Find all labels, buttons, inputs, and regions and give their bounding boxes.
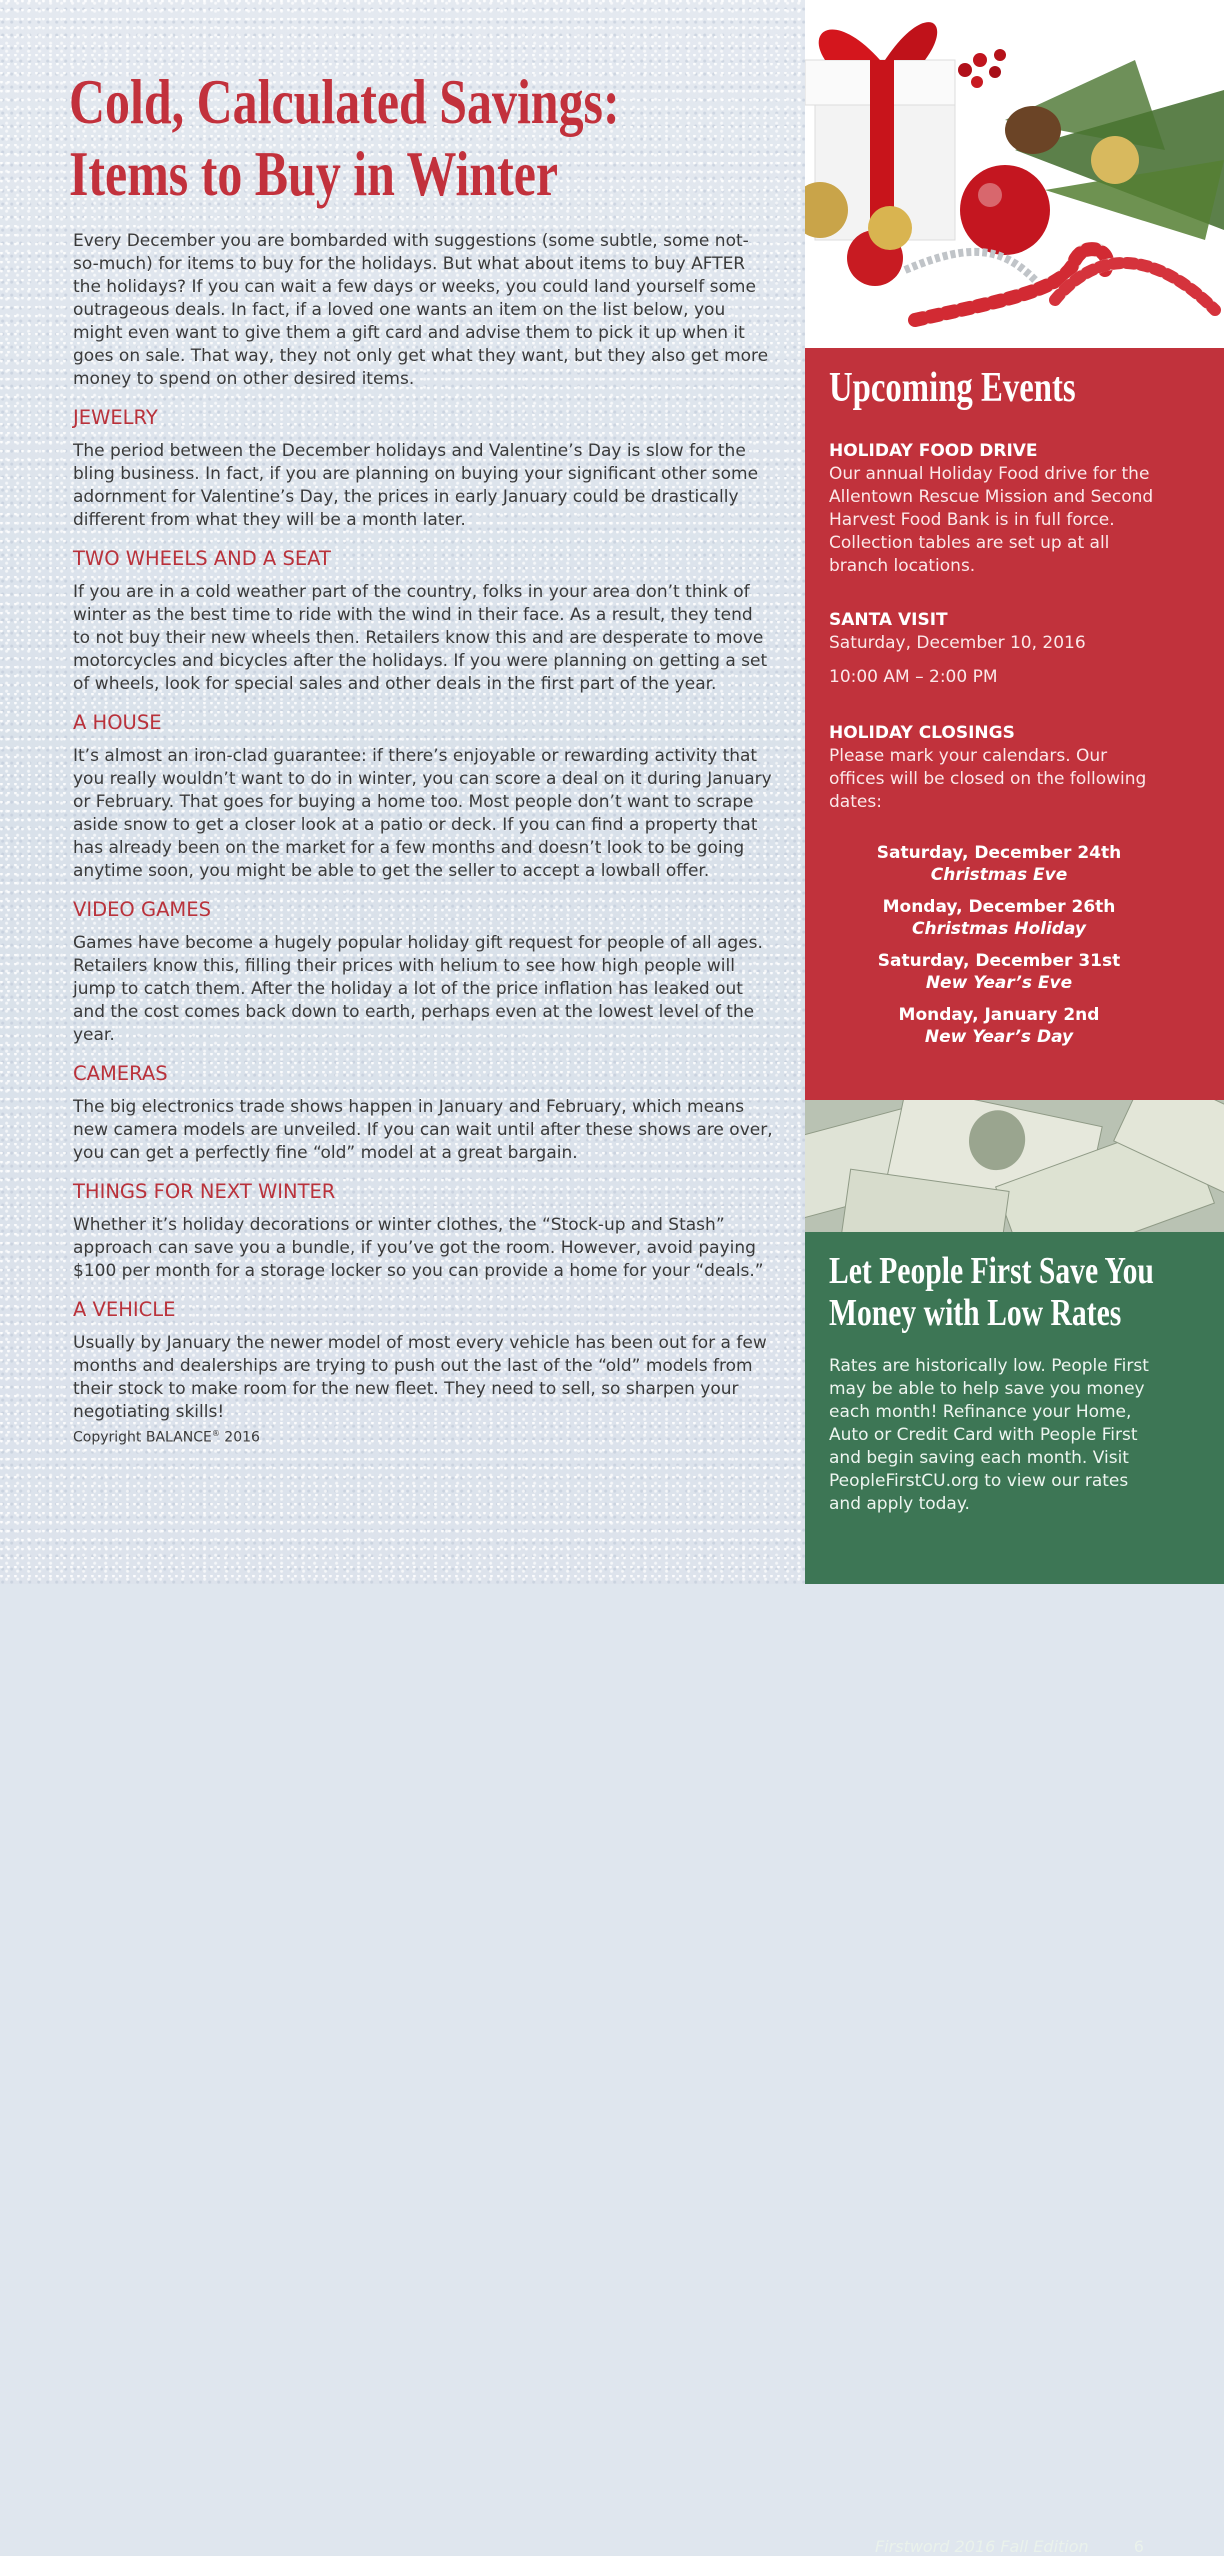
section-body: Usually by January the newer model of most every vehicle has been out for a few months and dealerships are trying to push out the last of the “old” models from their stock to make room for the new fleet. They need to sell, so sharpen your negotiating skills! — [73, 1333, 767, 1422]
article-title — [69, 66, 631, 210]
closing-name: New Year’s Eve — [925, 973, 1073, 993]
food-drive-body: Our annual Holiday Food drive for the Allentown Rescue Mission and Second Harvest Food Bank is in full force. Collection tables are set up at all branch locations. — [829, 464, 1154, 576]
edition-label: Firstword 2016 Fall Edition — [875, 2537, 1089, 2556]
section-body: It’s almost an iron-clad guarantee: if there’s enjoyable or rewarding activity that you really wouldn’t want to do in winter, you can score a deal on it during January or February. That goes for buying a home too. Most people don’t want to scrape aside snow to get a closer look at a patio or deck. If you can find a property that has already been on the market for a few months and doesn’t look to be going anytime soon, you might be able to get the seller to accept a lowball offer. — [73, 746, 772, 881]
closing-item — [829, 1004, 1169, 1048]
closing-name: Christmas Eve — [930, 865, 1068, 885]
closing-dates-list — [829, 842, 1169, 1058]
events-title: Upcoming Events — [829, 365, 1076, 411]
article-title-line2: Items to Buy in Winter — [69, 138, 559, 209]
article-panel — [0, 0, 805, 1584]
money-photo — [805, 1100, 1224, 1232]
closing-date: Monday, January 2nd — [898, 1005, 1100, 1025]
closing-item — [829, 896, 1169, 940]
closing-item — [829, 842, 1169, 886]
closing-date: Saturday, December 31st — [877, 951, 1121, 971]
food-drive-heading: HOLIDAY FOOD DRIVE — [829, 441, 1038, 461]
closing-name: New Year’s Day — [924, 1027, 1074, 1047]
page-footer — [875, 2537, 1144, 2556]
holiday-closings-block — [829, 722, 1159, 814]
section-heading: VIDEO GAMES — [73, 898, 211, 921]
section-body: Games have become a hugely popular holiday gift request for people of all ages. Retailers know this, filling their prices with helium to see how high people will jump to catch them. After the holiday a lot of the price inflation has leaked out and the cost comes back down to earth, perhaps even at the lowest level of the year. — [73, 933, 763, 1045]
santa-visit-date: Saturday, December 10, 2016 — [829, 633, 1086, 653]
santa-visit-heading: SANTA VISIT — [829, 610, 948, 630]
article-body — [73, 230, 773, 1424]
dollar-bills — [805, 1100, 1224, 1232]
pinecone — [1005, 106, 1061, 154]
section-heading: JEWELRY — [73, 406, 158, 429]
article-title-line1: Cold, Calculated Savings: — [69, 66, 620, 137]
closing-item — [829, 950, 1169, 994]
copyright-line — [73, 1429, 260, 1446]
holiday-closings-heading: HOLIDAY CLOSINGS — [829, 723, 1015, 743]
section-heading: A HOUSE — [73, 711, 162, 734]
rates-title — [829, 1250, 1154, 1334]
closing-date: Monday, December 26th — [882, 897, 1116, 917]
holiday-photo — [805, 0, 1224, 348]
section-body: The period between the December holidays and Valentine’s Day is slow for the bling business. In fact, if you are planning on buying your significant other some adornment for Valentine’s Day, the prices in early January could be drastically different from what they will be a month later. — [73, 441, 759, 530]
closing-date: Saturday, December 24th — [876, 843, 1122, 863]
low-rates-panel — [805, 1232, 1224, 2556]
copyright-prefix: Copyright — [73, 1429, 146, 1446]
rates-title-line1: Let People First Save You — [829, 1250, 1154, 1292]
section-heading: TWO WHEELS AND A SEAT — [73, 547, 331, 570]
food-drive-block — [829, 440, 1159, 578]
closing-name: Christmas Holiday — [911, 919, 1087, 939]
upcoming-events-panel — [805, 348, 1224, 1100]
rates-body: Rates are historically low. People First may be able to help save you money each month! Refinance your Home, Auto or Credit Card with People First and begin saving each month. Visit PeopleFirstCU.org to view our rates and apply today. — [829, 1356, 1149, 1514]
section-heading: A VEHICLE — [73, 1298, 176, 1321]
santa-visit-block — [829, 609, 1159, 689]
copyright-brand: BALANCE — [145, 1429, 212, 1446]
copyright-mark: ® — [211, 1429, 220, 1438]
section-heading: CAMERAS — [73, 1062, 168, 1085]
section-body: If you are in a cold weather part of the country, folks in your area don’t think of winter as the best time to ride with the wind in their face. As a result, they tend to not buy their new wheels then. Retailers know this and are desperate to move motorcycles and bicycles after the holidays. If you were planning on getting a set of wheels, look for special sales and other deals in the first part of the year. — [73, 582, 768, 694]
section-body: The big electronics trade shows happen in January and February, which means new camera models are unveiled. If you can wait until after these shows are over, you can get a perfectly fine “old” model at a great bargain. — [73, 1097, 773, 1163]
copyright-year: 2016 — [219, 1429, 260, 1446]
section-heading: THINGS FOR NEXT WINTER — [73, 1180, 336, 1203]
article-intro: Every December you are bombarded with suggestions (some subtle, some not-so-much) for items to buy for the holidays. But what about items to buy AFTER the holidays? If you can wait a few days or weeks, you could land yourself some outrageous deals. In fact, if a loved one wants an item on the list below, you might even want to give them a gift card and advise them to pick it up when it goes on sale. That way, they not only get what they want, but they also get more money to spend on other desired items. — [73, 231, 769, 389]
rates-title-line2: Money with Low Rates — [829, 1292, 1122, 1334]
section-body: Whether it’s holiday decorations or winter clothes, the “Stock-up and Stash” approach can save you a bundle, if you’ve got the room. However, avoid paying $100 per month for a storage locker so you can provide a home for your “deals.” — [73, 1215, 764, 1281]
santa-visit-time: 10:00 AM – 2:00 PM — [829, 667, 998, 687]
page-number: 6 — [1133, 2537, 1144, 2556]
holiday-closings-body: Please mark your calendars. Our offices will be closed on the following dates: — [829, 746, 1147, 812]
